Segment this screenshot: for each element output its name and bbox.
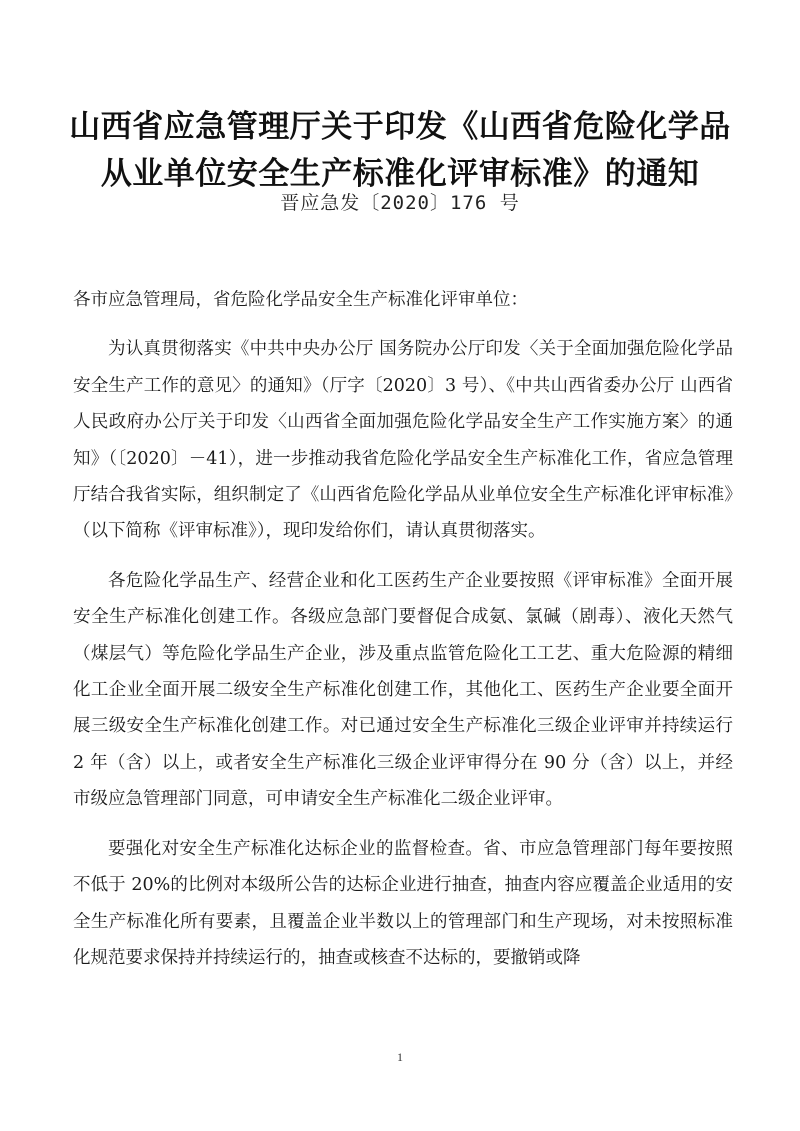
body-paragraph: 要强化对安全生产标准化达标企业的监督检查。省、市应急管理部门每年要按照不低于 20%的比例对本级所公告的达标企业进行抽查，抽查内容应覆盖企业适用的安全生产标准化所有要素，且覆盖企业半数以上的管理部门和生产现场，对未按照标准化规范要求保持并持续运行的，抽查或核查不达标的，要撤销或降: [73, 838, 733, 968]
document-title: 山西省应急管理厅关于印发《山西省危险化学品从业单位安全生产标准化评审标准》的通知: [69, 109, 731, 192]
body-paragraph: 各危险化学品生产、经营企业和化工医药生产企业要按照《评审标准》全面开展安全生产标准化创建工作。各级应急部门要督促合成氨、氯碱（剧毒）、液化天然气（煤层气）等危险化学品生产企业，涉及重点监管危险化工工艺、重大危险源的精细化工企业全面开展二级安全生产标准化创建工作，其他化工、医药生产企业要全面开展三级安全生产标准化创建工作。对已通过安全生产标准化三级企业评审并持续运行 2 年（含）以上，或者安全生产标准化三级企业评审得分在 90 分（含）以上，并经市级应急管理部门同意，可申请安全生产标准化二级企业评审。: [73, 570, 733, 810]
document-number: 晋应急发〔2020〕176 号: [280, 192, 520, 214]
salutation: 各市应急管理局，省危险化学品安全生产标准化评审单位：: [73, 290, 528, 310]
document-body: [73, 282, 733, 989]
page-number: 1: [397, 1050, 403, 1064]
body-paragraph: 为认真贯彻落实《中共中央办公厅 国务院办公厅印发〈关于全面加强危险化学品安全生产工作的意见〉的通知》（厅字〔2020〕3 号）、《中共山西省委办公厅 山西省人民政府办公厅关于印发〈山西省全面加强危险化学品安全生产工作实施方案〉的通知》（〔2020〕－41），进一步推动我省危险化学品安全生产标准化工作，省应急管理厅结合我省实际，组织制定了《山西省危险化学品从业单位安全生产标准化评审标准》（以下简称《评审标准》），现印发给你们，请认真贯彻落实。: [73, 339, 733, 542]
